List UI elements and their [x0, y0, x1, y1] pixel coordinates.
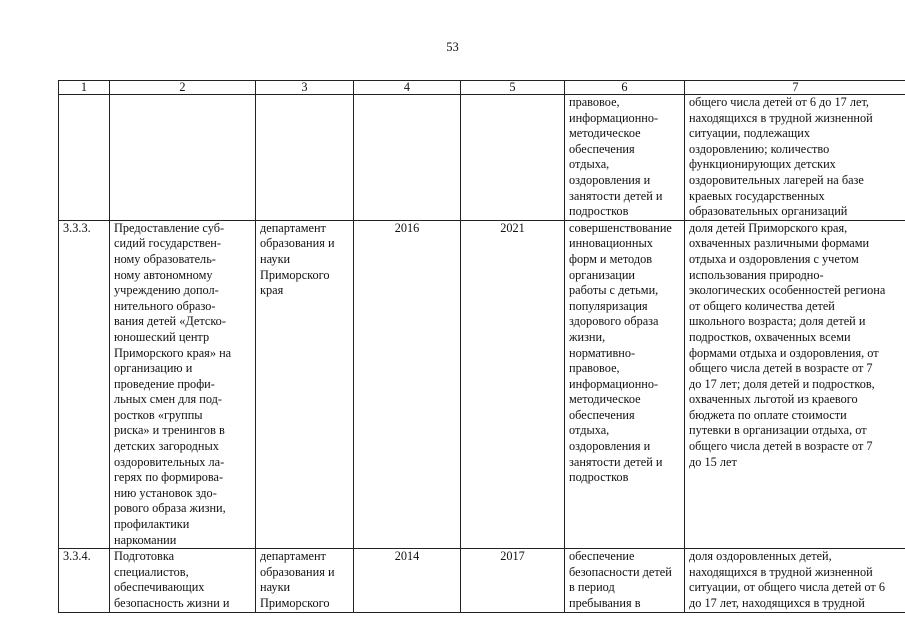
- cell-line: оздоровлению; количество: [689, 141, 830, 156]
- cell-line: 2016: [394, 220, 420, 235]
- cell-executor: [256, 95, 354, 221]
- cell-end-year: [461, 95, 565, 221]
- cell-goal: [565, 549, 685, 612]
- cell-start-year: [354, 95, 461, 221]
- cell-line: департамент: [260, 220, 326, 235]
- cell-line: обеспечения: [569, 141, 635, 156]
- table-row: [59, 549, 905, 612]
- cell-line: 2021: [500, 220, 525, 235]
- cell-line: совершенствование: [569, 220, 672, 235]
- cell-line: нию установок здо-: [114, 485, 217, 500]
- table-row: [59, 220, 905, 548]
- cell-line: безопасность жизни и: [114, 596, 230, 610]
- cell-line: методическое: [569, 392, 641, 407]
- cell-line: информационно-: [569, 376, 659, 391]
- cell-number: [59, 95, 110, 221]
- cell-line: общего числа детей от 6 до 17 лет,: [689, 95, 870, 109]
- program-table: [58, 80, 905, 613]
- cell-line: наркомании: [114, 532, 177, 547]
- cell-line: проведение профи-: [114, 376, 215, 391]
- cell-line: Приморского: [260, 596, 330, 610]
- cell-line: общего числа детей в возрасте от 7: [689, 361, 873, 376]
- cell-line: оздоровления и: [569, 172, 651, 187]
- cell-line: Приморского края» на: [114, 345, 232, 360]
- cell-line: 2014: [394, 549, 420, 564]
- cell-line: пребывания в: [569, 596, 641, 610]
- cell-line: ному автономному: [114, 267, 213, 282]
- cell-line: правовое,: [569, 95, 620, 109]
- cell-line: Предоставление суб-: [114, 220, 225, 235]
- header-row: [59, 81, 905, 95]
- cell-number: [59, 549, 110, 612]
- cell-line: отдыха и оздоровления с учетом: [689, 251, 859, 266]
- cell-line: 3.3.3.: [63, 220, 91, 235]
- cell-line: 2017: [500, 549, 525, 564]
- cell-line: экологических особенностей региона: [689, 283, 886, 298]
- cell-start-year: [354, 549, 461, 612]
- cell-line: здорового образа: [569, 314, 659, 329]
- cell-line: до 15 лет: [689, 454, 737, 469]
- cell-line: занятости детей и: [569, 454, 663, 469]
- cell-line: правовое,: [569, 361, 620, 376]
- cell-indicator: [685, 95, 905, 221]
- cell-line: до 17 лет, находящихся в трудной: [689, 596, 865, 610]
- cell-line: рового образа жизни,: [114, 501, 226, 516]
- cell-line: риска» и тренингов в: [114, 423, 225, 438]
- cell-line: популяризация: [569, 298, 648, 313]
- cell-line: профилактики: [114, 517, 190, 532]
- cell-line: ситуации, подлежащих: [689, 126, 810, 141]
- cell-line: нормативно-: [569, 345, 636, 360]
- cell-line: департамент: [260, 549, 326, 564]
- cell-line: учреждению допол-: [114, 283, 219, 298]
- cell-line: герях по формирова-: [114, 470, 224, 485]
- cell-line: организации: [569, 267, 636, 282]
- cell-line: подростков, охваченных всеми: [689, 329, 851, 344]
- cell-line: обеспечение: [569, 549, 635, 564]
- cell-line: науки: [260, 580, 291, 595]
- cell-line: отдыха,: [569, 157, 610, 172]
- cell-start-year: [354, 220, 461, 548]
- cell-line: льных смен для под-: [114, 392, 223, 407]
- cell-line: находящихся в трудной жизненной: [689, 110, 873, 125]
- cell-executor: [256, 220, 354, 548]
- cell-line: ному образователь-: [114, 251, 216, 266]
- cell-line: юношеский центр: [114, 329, 210, 344]
- cell-goal: [565, 220, 685, 548]
- cell-line: работы с детьми,: [569, 283, 659, 298]
- cell-line: ситуации, от общего числа детей от 6: [689, 580, 885, 595]
- col-header-1: 1: [59, 81, 110, 95]
- cell-line: использования природно-: [689, 267, 824, 282]
- cell-line: находящихся в трудной жизненной: [689, 564, 873, 579]
- cell-line: нительного образо-: [114, 298, 216, 313]
- cell-line: доля оздоровленных детей,: [689, 549, 832, 564]
- cell-line: охваченных льготой из краевого: [689, 392, 858, 407]
- cell-line: вания детей «Детско-: [114, 314, 226, 329]
- table-row: [59, 95, 905, 221]
- cell-line: от общего количества детей: [689, 298, 835, 313]
- cell-line: форм и методов: [569, 251, 653, 266]
- cell-line: оздоровительных лагерей на базе: [689, 172, 864, 187]
- cell-activity-name: [110, 220, 256, 548]
- cell-line: бюджета по оплате стоимости: [689, 407, 847, 422]
- cell-line: образования и: [260, 236, 335, 251]
- cell-indicator: [685, 220, 905, 548]
- cell-line: детских загородных: [114, 439, 219, 454]
- cell-line: занятости детей и: [569, 188, 663, 203]
- cell-indicator: [685, 549, 905, 612]
- cell-line: отдыха,: [569, 423, 610, 438]
- cell-line: Приморского: [260, 267, 330, 282]
- cell-line: доля детей Приморского края,: [689, 220, 848, 235]
- cell-line: функционирующих детских: [689, 157, 836, 172]
- cell-line: 3.3.4.: [63, 549, 91, 564]
- cell-line: обеспечения: [569, 407, 635, 422]
- cell-line: информационно-: [569, 110, 659, 125]
- cell-line: безопасности детей: [569, 564, 672, 579]
- cell-line: ростков «группы: [114, 407, 203, 422]
- cell-line: обеспечивающих: [114, 580, 205, 595]
- cell-activity-name: [110, 95, 256, 221]
- cell-activity-name: [110, 549, 256, 612]
- cell-line: в период: [569, 580, 615, 595]
- col-header-4: 4: [354, 81, 461, 95]
- cell-line: образования и: [260, 564, 335, 579]
- cell-line: науки: [260, 251, 291, 266]
- cell-line: школьного возраста; доля детей и: [689, 314, 866, 329]
- cell-line: подростков: [569, 470, 629, 485]
- cell-end-year: [461, 220, 565, 548]
- cell-number: [59, 220, 110, 548]
- cell-line: края: [260, 283, 284, 298]
- cell-line: образовательных организаций: [689, 204, 848, 219]
- cell-goal: [565, 95, 685, 221]
- cell-line: путевки в организации отдыха, от: [689, 423, 867, 438]
- cell-line: охваченных различными формами: [689, 236, 870, 251]
- cell-line: оздоровительных ла-: [114, 454, 225, 469]
- col-header-3: 3: [256, 81, 354, 95]
- cell-line: до 17 лет; доля детей и подростков,: [689, 376, 875, 391]
- col-header-6: 6: [565, 81, 685, 95]
- cell-line: сидий государствен-: [114, 236, 221, 251]
- cell-line: инновационных: [569, 236, 653, 251]
- cell-line: жизни,: [569, 329, 606, 344]
- cell-line: краевых государственных: [689, 188, 825, 203]
- cell-line: подростков: [569, 204, 629, 219]
- cell-executor: [256, 549, 354, 612]
- cell-line: формами отдыха и оздоровления, от: [689, 345, 879, 360]
- cell-line: методическое: [569, 126, 641, 141]
- cell-line: Подготовка: [114, 549, 175, 564]
- cell-line: организацию и: [114, 361, 193, 376]
- cell-line: специалистов,: [114, 564, 189, 579]
- cell-line: общего числа детей в возрасте от 7: [689, 439, 873, 454]
- page-number: 53: [446, 40, 459, 54]
- col-header-7: 7: [685, 81, 905, 95]
- col-header-5: 5: [461, 81, 565, 95]
- col-header-2: 2: [110, 81, 256, 95]
- cell-line: оздоровления и: [569, 439, 651, 454]
- cell-end-year: [461, 549, 565, 612]
